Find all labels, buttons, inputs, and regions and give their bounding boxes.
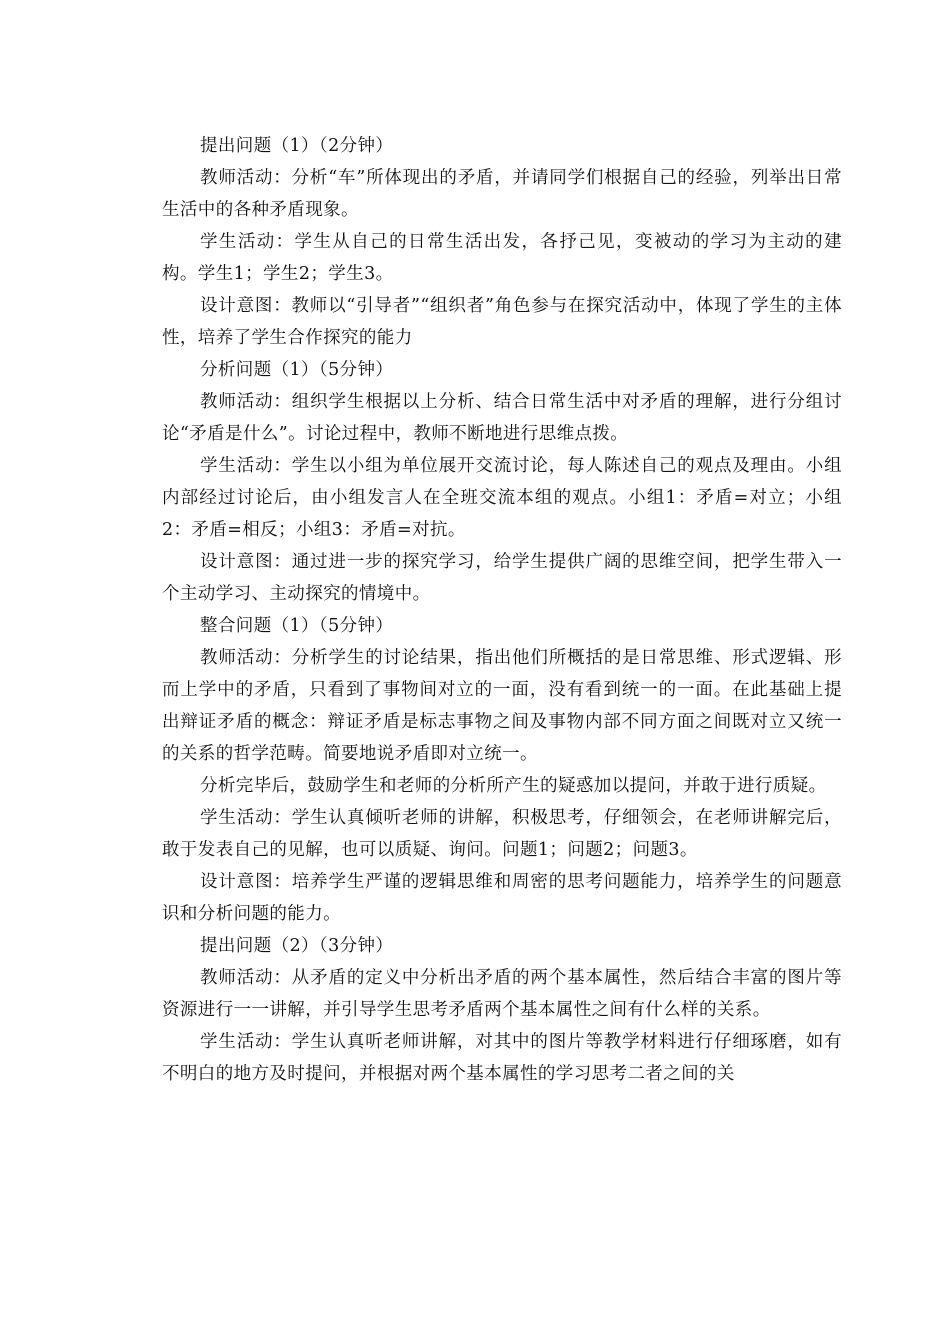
paragraph: 学生活动：学生从自己的日常生活出发，各抒己见，变被动的学习为主动的建构。学生1；学生2；学生3。 [162, 232, 842, 284]
section-heading: 提出问题（1）（2分钟） [200, 136, 394, 156]
paragraph: 学生活动：学生以小组为单位展开交流讨论，每人陈述自己的观点及理由。小组内部经过讨论后，由小组发言人在全班交流本组的观点。小组1：矛盾=对立；小组2：矛盾=相反；小组3：矛盾=对抗。 [162, 456, 842, 540]
paragraph: 分析完毕后，鼓励学生和老师的分析所产生的疑惑加以提问，并敢于进行质疑。 [200, 776, 827, 796]
paragraph: 设计意图：通过进一步的探究学习，给学生提供广阔的思维空间，把学生带入一个主动学习、主动探究的情境中。 [162, 552, 842, 604]
document-page [162, 130, 842, 1090]
section-heading: 整合问题（1）（5分钟） [200, 616, 394, 636]
paragraph: 设计意图：培养学生严谨的逻辑思维和周密的思考问题能力，培养学生的问题意识和分析问题的能力。 [162, 872, 842, 924]
paragraph: 教师活动：从矛盾的定义中分析出矛盾的两个基本属性，然后结合丰富的图片等资源进行一一讲解，并引导学生思考矛盾两个基本属性之间有什么样的关系。 [162, 968, 842, 1020]
section-heading: 分析问题（1）（5分钟） [200, 360, 394, 380]
section-heading: 提出问题（2）（3分钟） [200, 936, 394, 956]
paragraph: 学生活动：学生认真倾听老师的讲解，积极思考，仔细领会，在老师讲解完后，敢于发表自己的见解，也可以质疑、询问。问题1；问题2；问题3。 [162, 808, 842, 860]
paragraph: 设计意图：教师以“引导者”“组织者”角色参与在探究活动中，体现了学生的主体性，培养了学生合作探究的能力 [162, 296, 842, 348]
paragraph: 教师活动：分析“车”所体现出的矛盾，并请同学们根据自己的经验，列举出日常生活中的各种矛盾现象。 [162, 168, 842, 220]
paragraph: 教师活动：组织学生根据以上分析、结合日常生活中对矛盾的理解，进行分组讨论“矛盾是什么”。讨论过程中，教师不断地进行思维点拨。 [162, 392, 842, 444]
paragraph: 教师活动：分析学生的讨论结果，指出他们所概括的是日常思维、形式逻辑、形而上学中的矛盾，只看到了事物间对立的一面，没有看到统一的一面。在此基础上提出辩证矛盾的概念：辩证矛盾是标志事物之间及事物内部不同方面之间既对立又统一的关系的哲学范畴。简要地说矛盾即对立统一。 [162, 648, 842, 764]
paragraph: 学生活动：学生认真听老师讲解，对其中的图片等教学材料进行仔细琢磨，如有不明白的地方及时提问，并根据对两个基本属性的学习思考二者之间的关 [162, 1032, 842, 1084]
